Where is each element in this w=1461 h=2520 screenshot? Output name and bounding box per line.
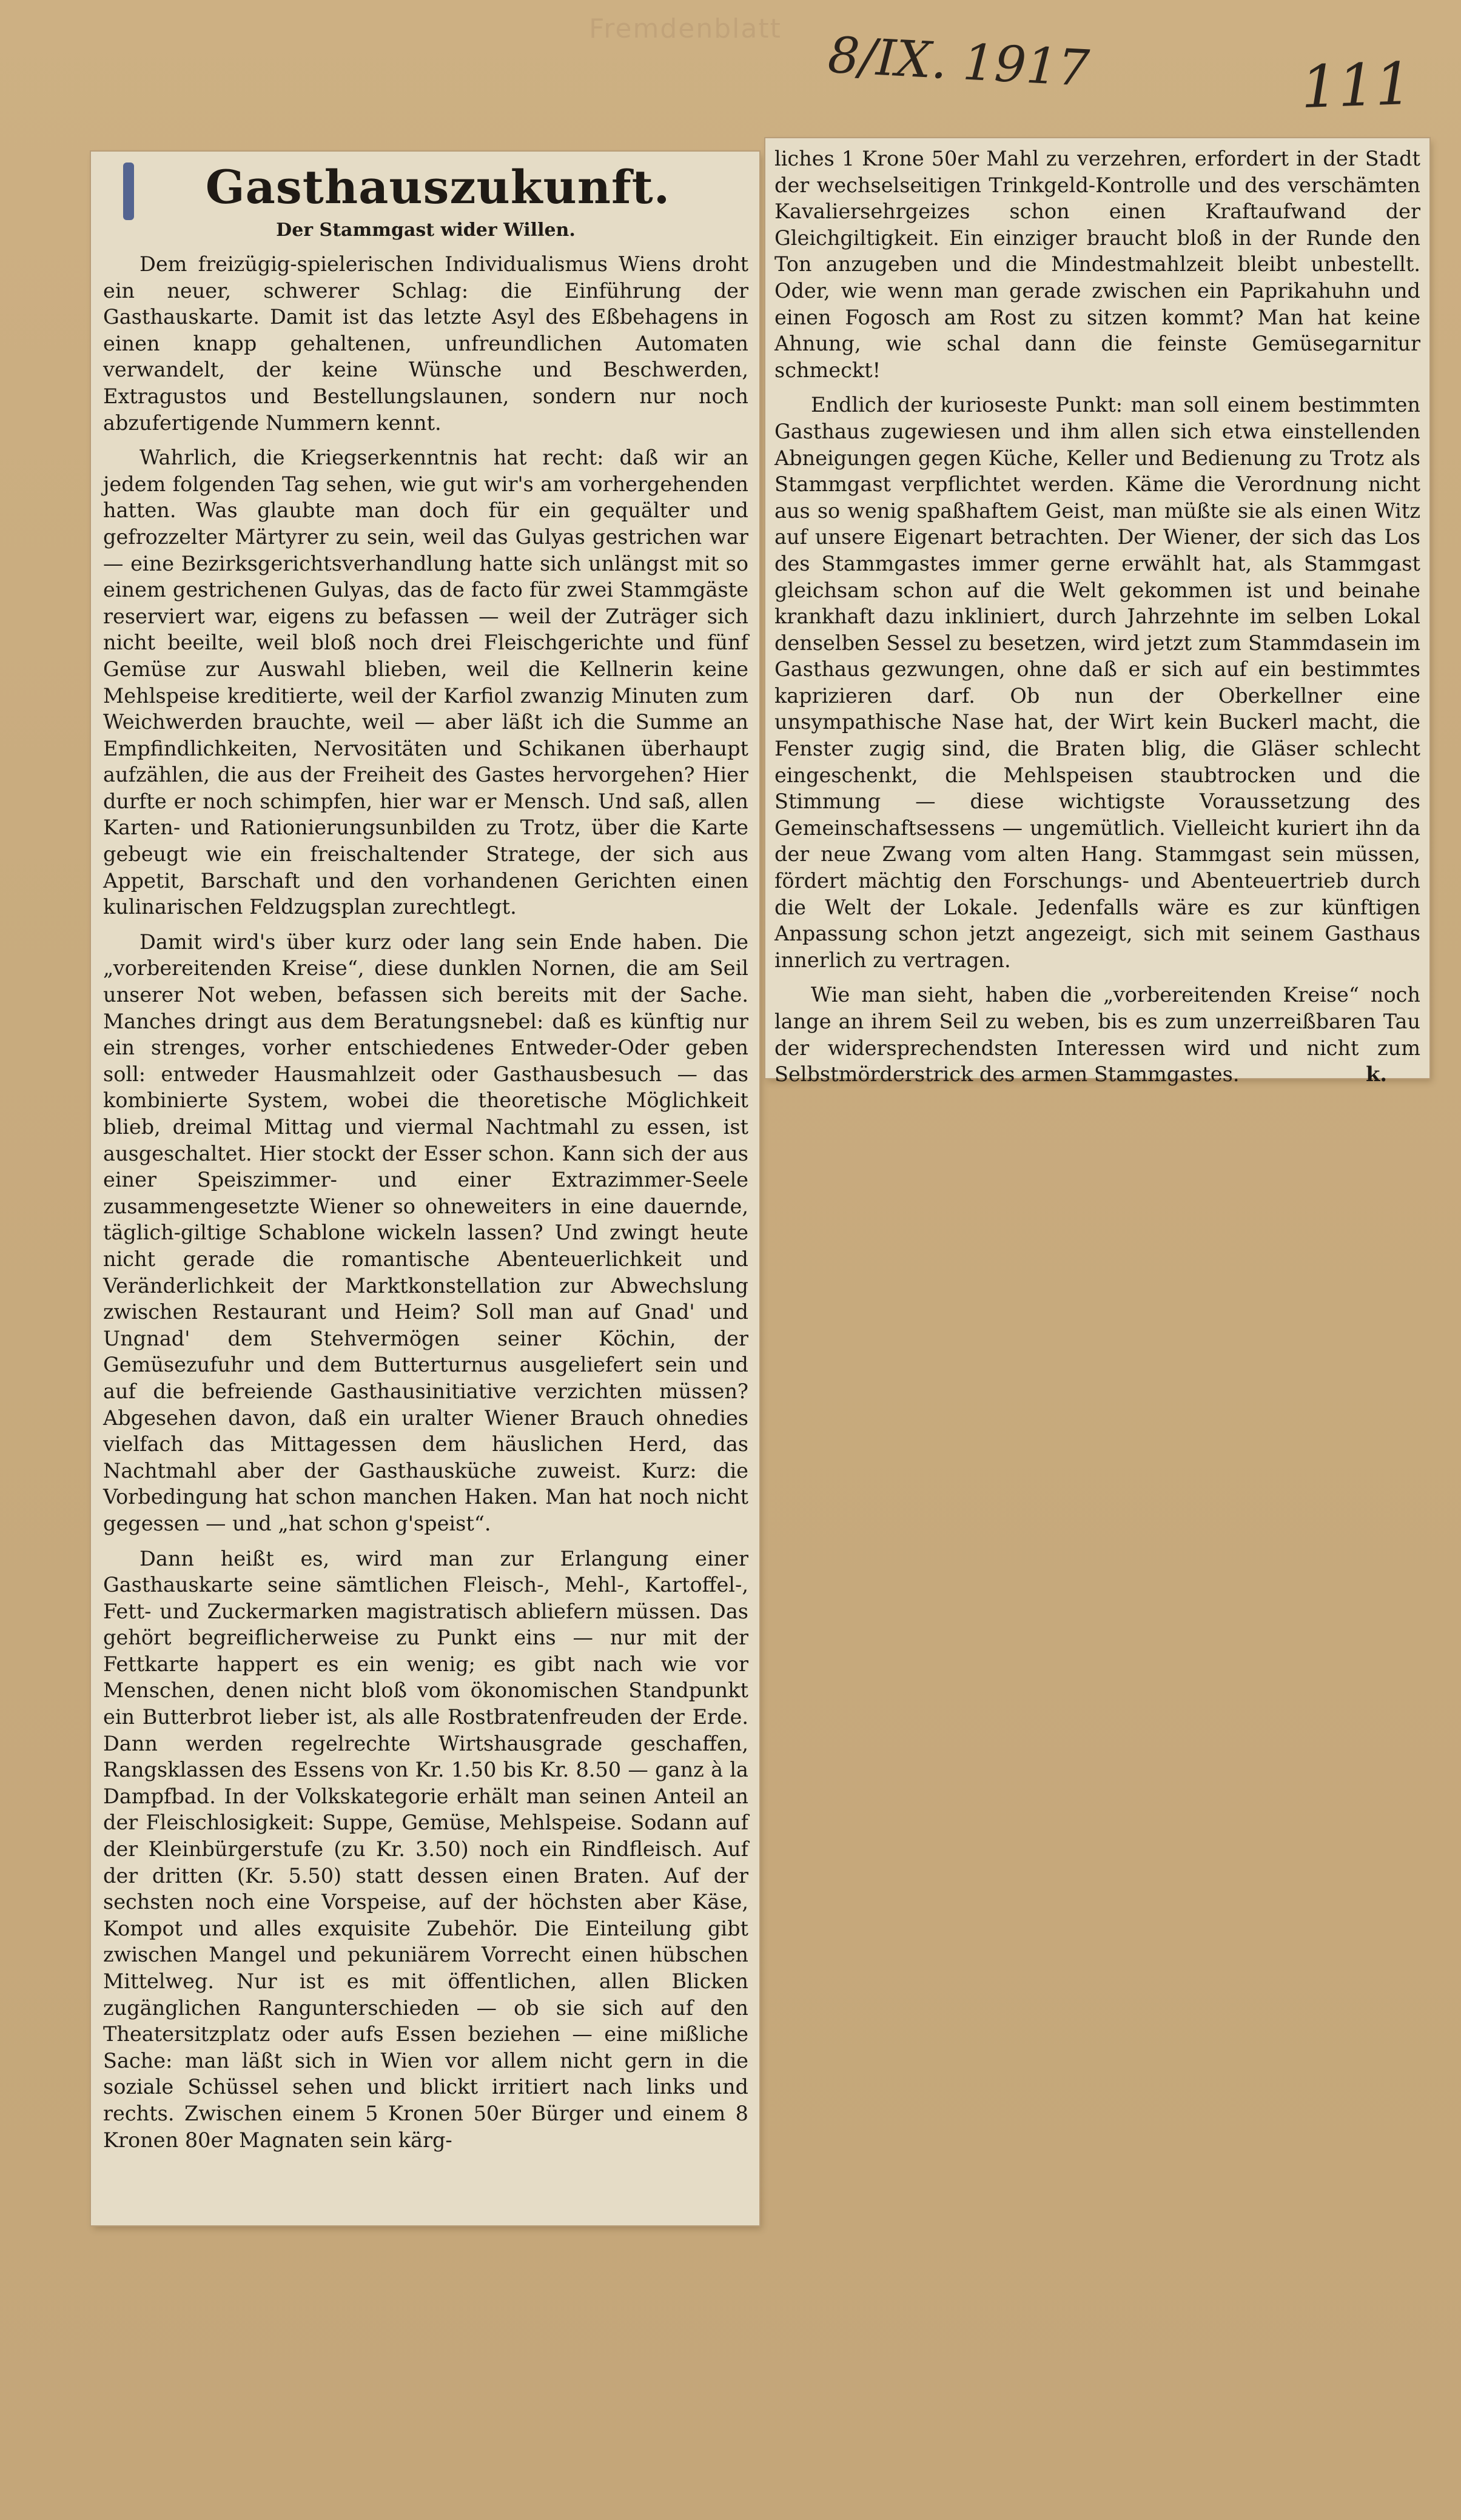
article-paragraph: Dann heißt es, wird man zur Erlangung einer Gasthauskarte seine sämtlichen Fleisch-, Mehl-, Kartoffel-, Fett- und Zuckermarken magistratisch abliefern müssen. Das gehört begreiflicherweise zu Punkt eins — nur mit der Fettkarte happert es ein wenig; es gibt nach wie vor Menschen, denen nicht bloß vom ökonomischen Standpunkt ein Butterbrot lieber ist, als alle Rostbratenfreuden der Erde. Dann werden regelrechte Wirtshausgrade geschaffen, Rangsklassen des Essens von Kr. 1.50 bis Kr. 8.50 — ganz à la Dampfbad. In der Volkskategorie erhält man seinen Anteil an der Fleischlosigkeit: Suppe, Gemüse, Mehlspeise. Sodann auf der Kleinbürgerstufe (zu Kr. 3.50) noch ein Rindfleisch. Auf der dritten (Kr. 5.50) statt dessen einen Braten. Auf der sechsten noch eine Vorspeise, auf der höchsten aber Käse, Kompot und alles exquisite Zubehör. Die Einteilung gibt zwischen Mangel und pekuniärem Vorrecht einen hübschen Mittelweg. Nur ist es mit öffentlichen, allen Blicken zugänglichen Rangunterschieden — ob sie sich auf den Theatersitzplatz oder aufs Essen beziehen — eine mißliche Sache: man läßt sich in Wien vor allem nicht gern in die soziale Schüssel sehen und blickt irritiert nach links und rechts. Zwischen einem 5 Kronen 50er Bürger und einem 8 Kronen 80er Magnaten sein kärg- xyxy=(103,1546,748,2152)
archive-stamp: Fremdenblatt xyxy=(589,13,782,44)
handwritten-folio-number: 111 xyxy=(1300,49,1414,122)
article-paragraph: liches 1 Krone 50er Mahl zu verzehren, erfordert in der Stadt der wechselseitigen Trinkgeld-Kontrolle und des verschämten Kavaliersehrgeizes schon einen Kraftaufwand der Gleichgiltigkeit. Ein einziger braucht bloß in der Runde den Ton anzugeben und die Mindestmahlzeit bleibt unbestellt. Oder, wie wenn man gerade zwischen ein Paprikahuhn und einen Fogosch am Rost zu sitzen kommt? Man hat keine Ahnung, wie schal dann die feinste Gemüsegarnitur schmeckt! xyxy=(774,147,1420,382)
article-paragraph-text: Wie man sieht, haben die „vorbereitenden Kreise“ noch lange an ihrem Seil zu weben, bis es zum unzerreißbaren Tau der widersprechendsten Interessen wird und nicht zum Selbstmörderstrick des armen Stammgastes. xyxy=(774,983,1420,1087)
article-paragraph-final xyxy=(774,982,1420,1087)
article-subheadline: Der Stammgast wider Willen. xyxy=(276,219,576,241)
blue-pencil-mark xyxy=(123,163,134,220)
author-signature: k. xyxy=(1366,1062,1387,1087)
clipping-column-right xyxy=(765,138,1429,1087)
article-headline: Gasthauszukunft. xyxy=(205,160,671,214)
article-paragraph: Dem freizügig-spielerischen Individualismus Wiens droht ein neuer, schwerer Schlag: die Einführung der Gasthauskarte. Damit ist das letzte Asyl des Eßbehagens in einen knapp gehaltenen, unfreundlichen Automaten verwandelt, der keine Wünsche und Beschwerden, Extragustos und Bestellungslaunen, sondern nur noch abzufertigende Nummern kennt. xyxy=(103,252,748,435)
article-paragraph: Damit wird's über kurz oder lang sein Ende haben. Die „vorbereitenden Kreise“, diese dunklen Nornen, die am Seil unserer Not weben, befassen sich bereits mit der Sache. Manches dringt aus dem Beratungsnebel: daß es künftig nur ein strenges, vorher entschiedenes Entweder-Oder geben soll: entweder Hausmahlzeit oder Gasthausbesuch — das kombinierte System, wobei die theoretische Möglichkeit blieb, dreimal Mittag und viermal Nachtmahl zu essen, ist ausgeschaltet. Hier stockt der Esser schon. Kann sich der aus einer Speiszimmer- und einer Extrazimmer-Seele zusammengesetzte Wiener so ohneweiters in eine dauernde, täglich-giltige Schablone wickeln lassen? Und zwingt heute nicht gerade die romantische Abenteuerlichkeit und Veränderlichkeit der Marktkonstellation zur Abwechslung zwischen Restaurant und Heim? Soll man auf Gnad' und Ungnad' dem Stehvermögen seiner Köchin, der Gemüsezufuhr und dem Butterturnus ausgeliefert sein und auf die befreiende Gasthausinitiative verzichten müssen? Abgesehen davon, daß ein uralter Wiener Brauch ohnedies vielfach das Mittagessen dem häuslichen Herd, das Nachtmahl aber der Gasthausküche zuweist. Kurz: die Vorbedingung hat schon manchen Haken. Man hat noch nicht gegessen — und „hat schon g'speist“. xyxy=(103,930,748,1535)
clipping-column-left xyxy=(91,152,759,2225)
handwritten-date: 8/IX. 1917 xyxy=(826,26,1091,98)
article-paragraph: Endlich der kurioseste Punkt: man soll einem bestimmten Gasthaus zugewiesen und ihm allen sich etwa einstellenden Abneigungen gegen Küche, Keller und Bedienung zu Trotz als Stammgast verpflichtet werden. Käme die Verordnung nicht aus so wenig spaßhaftem Geist, man müßte sie als einen Witz auf unsere Eigenart betrachten. Der Wiener, der sich das Los des Stammgastes immer gerne erwählt hat, als Stammgast gleichsam schon auf die Welt gekommen ist und beinahe krankhaft dazu inkliniert, durch Jahrzehnte im selben Lokal denselben Sessel zu besetzen, wird jetzt zum Stammdasein im Gasthaus gezwungen, ohne daß er sich auf ein bestimmtes kaprizieren darf. Ob nun der Oberkellner eine unsympathische Nase hat, der Wirt kein Buckerl macht, die Fenster zugig sind, die Braten blig, die Gläser schlecht eingeschenkt, die Mehlspeisen staubtrocken und die Stimmung — diese wichtigste Voraussetzung des Gemeinschaftsessens — ungemütlich. Vielleicht kuriert ihn da der neue Zwang vom alten Hang. Stammgast sein müssen, fördert mächtig den Forschungs- und Abenteuertrieb durch die Welt der Lokale. Jedenfalls wäre es zur künftigen Anpassung schon jetzt angezeigt, sich mit seinem Gasthaus innerlich zu vertragen. xyxy=(774,393,1420,972)
article-paragraph: Wahrlich, die Kriegserkenntnis hat recht: daß wir an jedem folgenden Tag sehen, wie gut wir's am vorhergehenden hatten. Was glaubte man doch für ein gequälter und gefrozzelter Märtyrer zu sein, weil das Gulyas gestrichen war — eine Bezirksgerichtsverhandlung hatte sich unlängst mit so einem gestrichenen Gulyas, das de facto für zwei Stammgäste reserviert war, eigens zu befassen — weil der Zuträger sich nicht beeilte, weil bloß noch drei Fleischgerichte und fünf Gemüse zur Auswahl blieben, weil die Kellnerin keine Mehlspeise kreditierte, weil der Karfiol zwanzig Minuten zum Weichwerden brauchte, weil — aber läßt ich die Summe an Empfindlichkeiten, Nervositäten und Schikanen überhaupt aufzählen, die aus der Freiheit des Gastes hervorgehen? Hier durfte er noch schimpfen, hier war er Mensch. Und saß, allen Karten- und Rationierungsunbilden zu Trotz, über die Karte gebeugt wie ein freischaltender Stratege, der sich aus Appetit, Barschaft und den vorhandenen Gerichten einen kulinarischen Feldzugsplan zurechtlegt. xyxy=(103,446,748,919)
